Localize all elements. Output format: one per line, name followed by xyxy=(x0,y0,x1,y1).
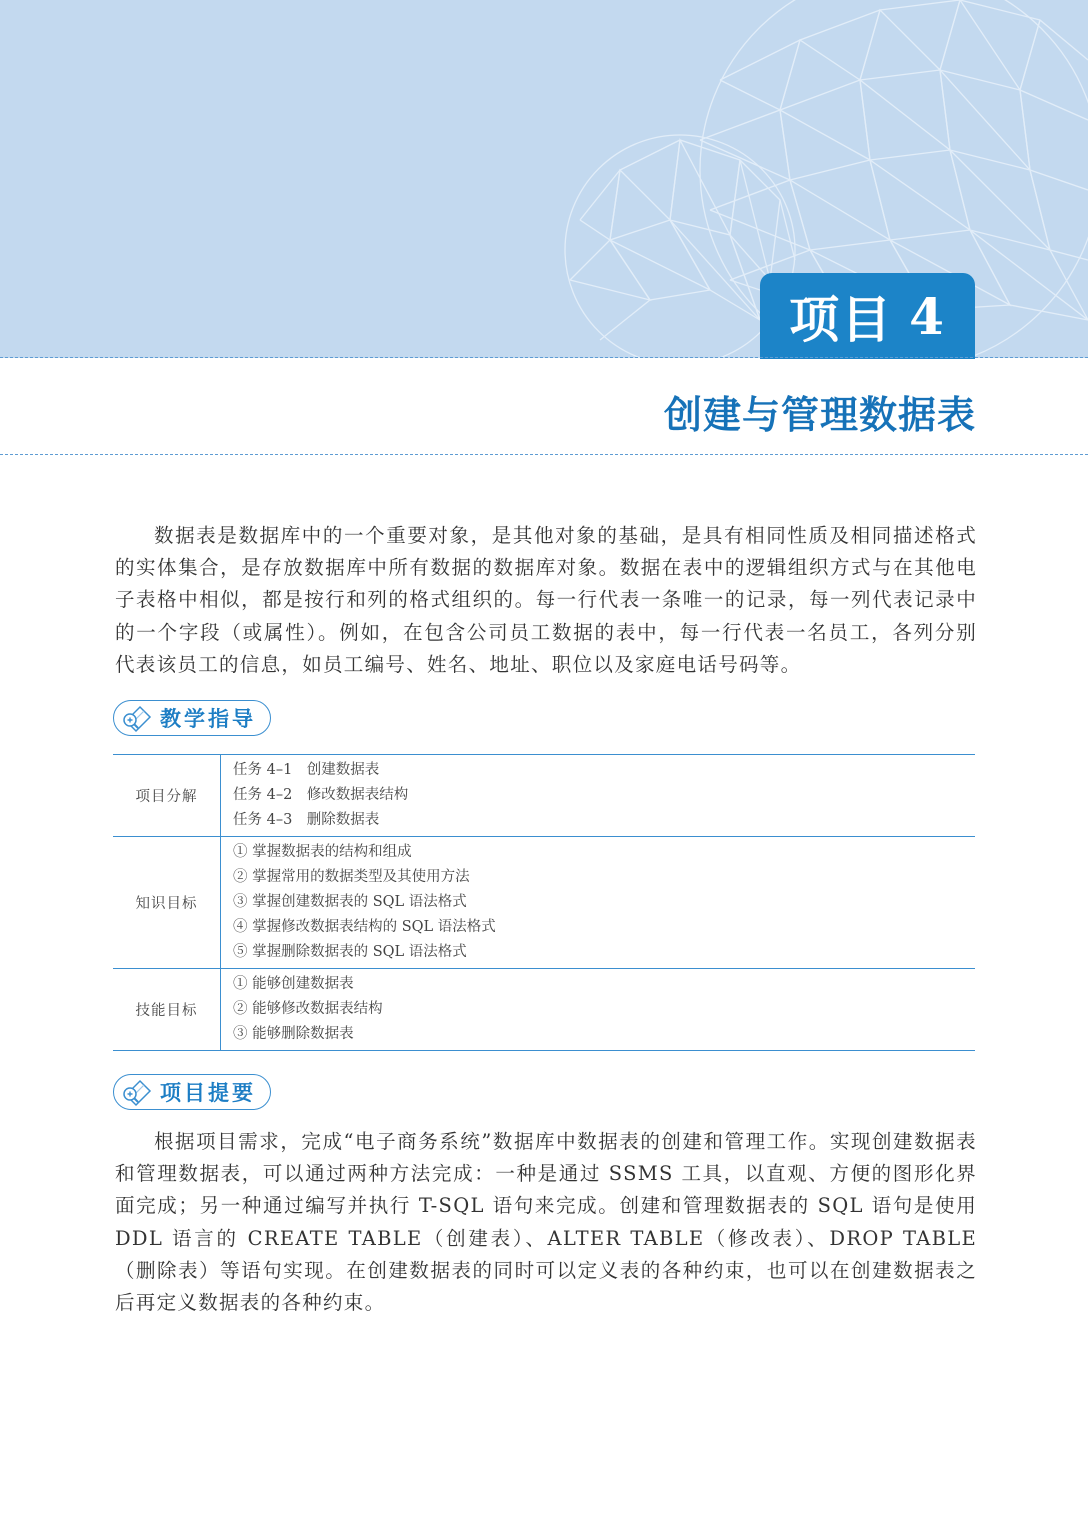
table-row xyxy=(113,755,975,837)
guide-section-heading xyxy=(113,700,271,736)
row-items xyxy=(221,969,976,1051)
list-item: 任务 4–2 修改数据表结构 xyxy=(233,787,409,803)
row-category: 知识目标 xyxy=(113,837,221,969)
summary-section-title: 项目提要 xyxy=(160,1081,256,1105)
search-book-icon xyxy=(118,701,158,735)
row-items xyxy=(221,837,976,969)
list-item: ③ 掌握创建数据表的 SQL 语法格式 xyxy=(233,894,467,910)
list-item: ① 掌握数据表的结构和组成 xyxy=(233,844,412,860)
chapter-title: 创建与管理数据表 xyxy=(663,393,976,437)
guide-section-title: 教学指导 xyxy=(160,707,256,731)
table-row xyxy=(113,837,975,969)
list-item: ④ 掌握修改数据表结构的 SQL 语法格式 xyxy=(233,919,496,935)
list-item: ③ 能够删除数据表 xyxy=(233,1026,354,1042)
list-item: ② 掌握常用的数据类型及其使用方法 xyxy=(233,869,470,885)
header-divider-bottom xyxy=(0,454,1088,455)
summary-section-heading xyxy=(113,1074,271,1110)
project-badge-number: 4 xyxy=(909,286,946,346)
header-divider-top xyxy=(0,357,1088,358)
list-item: ② 能够修改数据表结构 xyxy=(233,1001,383,1017)
table-row xyxy=(113,969,975,1051)
list-item: ⑤ 掌握删除数据表的 SQL 语法格式 xyxy=(233,944,467,960)
project-badge-label: 项目 xyxy=(789,290,894,349)
row-category: 技能目标 xyxy=(113,969,221,1051)
row-items xyxy=(221,755,976,837)
project-number-badge xyxy=(760,273,975,359)
teaching-guide-table xyxy=(113,754,975,1051)
row-category: 项目分解 xyxy=(113,755,221,837)
search-book-icon xyxy=(118,1075,158,1109)
list-item: ① 能够创建数据表 xyxy=(233,976,354,992)
list-item: 任务 4–3 删除数据表 xyxy=(233,812,380,828)
intro-paragraph: 数据表是数据库中的一个重要对象，是其他对象的基础，是具有相同性质及相同描述格式的实体集合，是存放数据库中所有数据的数据库对象。数据在表中的逻辑组织方式与在其他电子表格中相似，都是按行和列的格式组织的。每一行代表一条唯一的记录，每一列代表记录中的一个字段（或属性）。例如，在包含公司员工数据的表中，每一行代表一名员工，各列分别代表该员工的信息，如员工编号、姓名、地址、职位以及家庭电话号码等。 xyxy=(115,524,977,676)
list-item: 任务 4–1 创建数据表 xyxy=(233,762,380,778)
summary-paragraph: 根据项目需求，完成“电子商务系统”数据库中数据表的创建和管理工作。实现创建数据表和管理数据表，可以通过两种方法完成：一种是通过 SSMS 工具，以直观、方便的图形化界面完成；另一种通过编写并执行 T-SQL 语句来完成。创建和管理数据表的 SQL 语句是使用 DDL 语言的 CREATE TABLE（创建表）、ALTER TABLE（修改表）、DROP TABLE（删除表）等语句实现。在创建数据表的同时可以定义表的各种约束，也可以在创建数据表之后再定义数据表的各种约束。 xyxy=(115,1130,977,1315)
